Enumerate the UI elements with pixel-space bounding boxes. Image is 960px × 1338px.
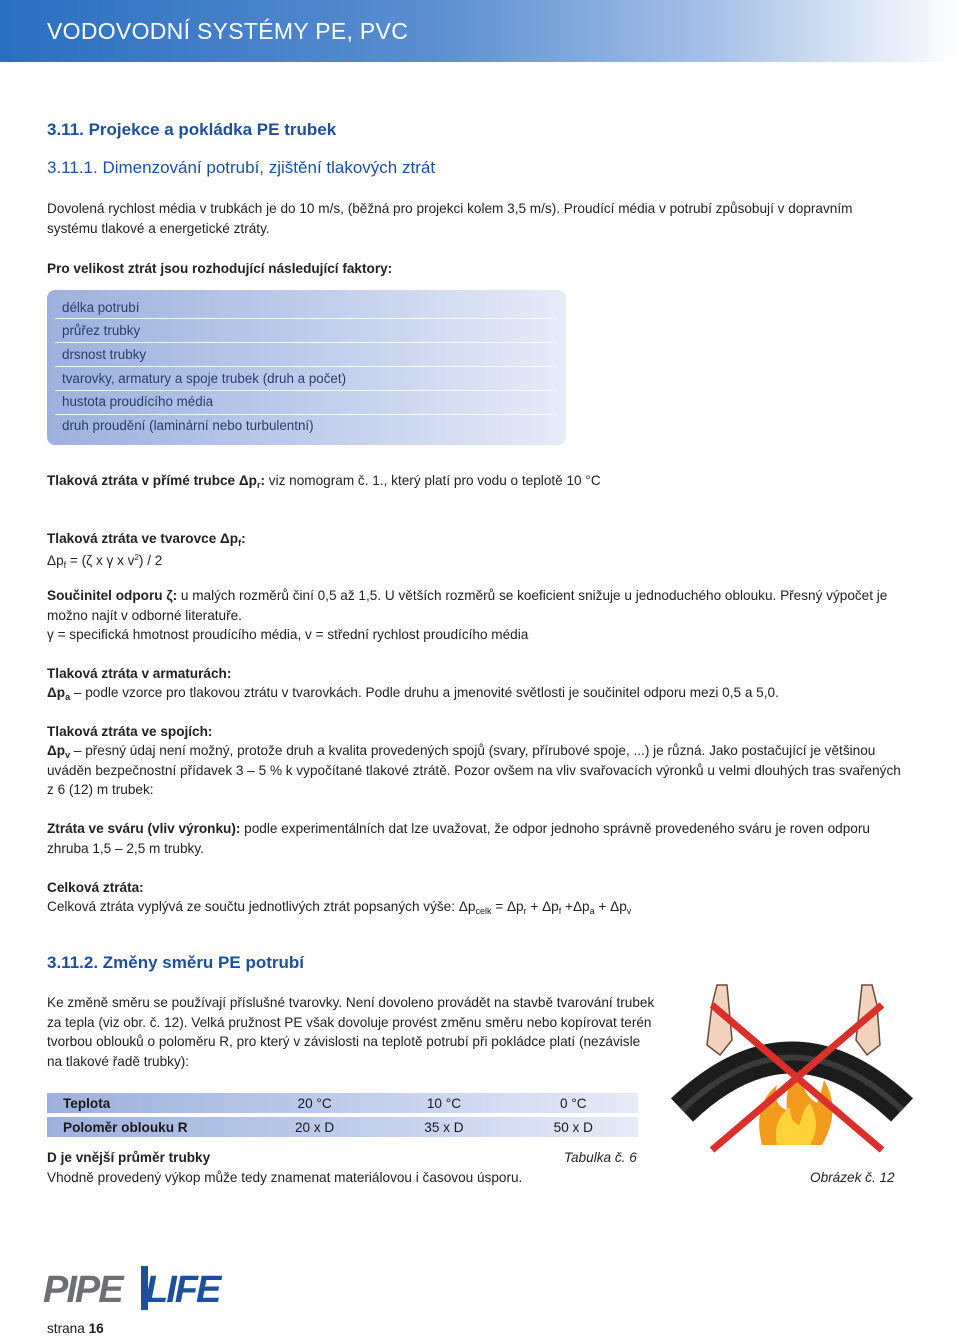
cell: 10 °C	[426, 1095, 462, 1111]
weld-label: Ztráta ve sváru (vliv výronku):	[47, 821, 241, 836]
page-number	[47, 1321, 104, 1336]
total-label: Celková ztráta:	[47, 880, 144, 895]
row-label: Poloměr oblouku R	[63, 1119, 188, 1135]
cell: 35 x D	[424, 1119, 464, 1135]
factors-panel	[47, 290, 566, 445]
divider	[55, 342, 558, 343]
straight-colon: :	[260, 473, 266, 488]
cell: 20 °C	[297, 1095, 332, 1111]
joints-line-3: z 6 (12) m trubek:	[47, 782, 154, 797]
joints-desc: – přesný údaj není možný, protože druh a kvalita provedených spojů (svary, přírubové spoje, ...) je různá. Jako postačující je většinou	[70, 743, 876, 758]
section-title: 3.11. Projekce a pokládka PE trubek	[47, 120, 337, 139]
sub-f: f	[558, 906, 562, 916]
straight-sub: r	[256, 480, 261, 490]
divider	[55, 318, 558, 319]
figure-caption: Obrázek č. 12	[810, 1170, 895, 1185]
table-row	[47, 1093, 638, 1113]
bends-line-3: tvorbou oblouků o poloměru R, pro který v závislosti na teplotě potrubí při pokládce platí (nezávisle	[47, 1034, 641, 1049]
straight-pipe-loss	[47, 471, 601, 495]
armatures-sym: Δp	[47, 685, 66, 700]
cell: 50 x D	[553, 1119, 593, 1135]
fitting-sub: f	[238, 538, 242, 548]
table-caption: Tabulka č. 6	[564, 1150, 637, 1165]
row-label: Teplota	[63, 1095, 111, 1111]
page-number-value: 16	[88, 1321, 104, 1336]
weld-line-1	[47, 819, 870, 839]
header-title: VODOVODNÍ SYSTÉMY PE, PVC	[47, 18, 409, 44]
formula-sub: f	[63, 560, 67, 570]
plus-2: +Δp	[561, 899, 590, 914]
page-label: strana	[47, 1321, 85, 1336]
resistance-line-3: γ = specifická hmotnost proudícího média, v = střední rychlost proudícího média	[47, 627, 529, 642]
formula-sup: 2	[134, 553, 139, 562]
divider	[55, 390, 558, 391]
resistance-line-2: možno najít v odborné literatuře.	[47, 608, 242, 623]
pipe-bending-illustration	[672, 985, 912, 1155]
resistance-line-1	[47, 586, 887, 606]
table-row	[47, 1117, 638, 1137]
sub-a: a	[589, 906, 595, 916]
divider	[55, 414, 558, 415]
fitting-formula	[47, 548, 162, 575]
plus-3: + Δp	[594, 899, 627, 914]
joints-label: Tlaková ztráta ve spojích:	[47, 724, 213, 739]
weld-text: podle experimentálních dat lze uvažovat, že odpor jednoho správně provedeného sváru je roven odporu	[240, 821, 870, 836]
total-text: Celková ztráta vyplývá ze součtu jednotlivých ztrát popsaných výše: Δp	[47, 899, 476, 914]
formula-c: ) / 2	[138, 553, 163, 568]
factors-heading: Pro velikost ztrát jsou rozhodující následující faktory:	[47, 261, 393, 276]
logo-text-pipe: PIPE	[43, 1269, 122, 1311]
cell: 0 °C	[560, 1095, 587, 1111]
resistance-label: Součinitel odporu ζ:	[47, 588, 178, 603]
straight-label: Tlaková ztráta v přímé trubce Δp	[47, 473, 257, 488]
joints-sub: v	[65, 750, 71, 760]
eq: = Δp	[491, 899, 524, 914]
factor-item: délka potrubí	[62, 300, 140, 315]
section-subtitle: 3.11.1. Dimenzování potrubí, zjištění tlakových ztrát	[47, 158, 436, 177]
formula-a: Δp	[47, 553, 64, 568]
straight-text: viz nomogram č. 1., který platí pro vodu o teplotě 10 °C	[265, 473, 601, 488]
intro-line-1: Dovolená rychlost média v trubkách je do 10 m/s, (běžná pro projekci kolem 3,5 m/s). Proudící média v potrubí způsobují v dopravním	[47, 201, 853, 216]
resistance-text: u malých rozměrů činí 0,5 až 1,5. U větších rozměrů se koeficient snižuje u jednoduchého oblouku. Přesný výpočet je	[177, 588, 888, 603]
factor-item: drsnost trubky	[62, 347, 147, 362]
bends-line-4: na tlakové řadě trubky):	[47, 1054, 190, 1069]
factor-item: tvarovky, armatury a spoje trubek (druh a počet)	[62, 371, 347, 386]
plus-1: + Δp	[526, 899, 559, 914]
total-formula	[47, 897, 631, 921]
weld-line-2: zhruba 1,5 – 2,5 m trubky.	[47, 841, 204, 856]
sub-celk: celk	[475, 906, 492, 916]
cell: 20 x D	[294, 1119, 335, 1135]
bends-line-1: Ke změně směru se používají příslušné tvarovky. Není dovoleno provádět na stavbě tvarování trubek	[47, 995, 655, 1010]
radius-table	[47, 1089, 638, 1141]
table-note: D je vnější průměr trubky	[47, 1150, 211, 1165]
pipelife-logo-mark	[41, 1262, 220, 1312]
armatures-desc: – podle vzorce pro tlakovou ztrátu v tvarovkách. Podle druhu a jmenovité světlosti je součinitel odporu mezi 0,5 a 5,0.	[70, 685, 779, 700]
sub-v: v	[626, 906, 632, 916]
bends-title: 3.11.2. Změny směru PE potrubí	[47, 953, 304, 972]
factor-item: průřez trubky	[62, 323, 141, 338]
divider	[55, 366, 558, 367]
sub-r: r	[523, 906, 527, 916]
page-header	[0, 0, 960, 62]
closing-text: Vhodně provedený výkop může tedy znamenat materiálovou i časovou úsporu.	[47, 1170, 523, 1185]
logo-text-life: LIFE	[145, 1269, 220, 1311]
joints-sym: Δp	[47, 743, 66, 758]
armatures-sub: a	[65, 692, 71, 702]
armatures-label: Tlaková ztráta v armaturách:	[47, 666, 232, 681]
factor-item: druh proudění (laminární nebo turbulentní)	[62, 418, 314, 433]
fitting-colon: :	[241, 531, 246, 546]
armatures-text	[47, 683, 779, 707]
fitting-label: Tlaková ztráta ve tvarovce Δp	[47, 531, 239, 546]
intro-line-2: systému tlakové a energetické ztráty.	[47, 221, 270, 236]
joints-line-2: uváděn bezpečnostní přídavek 3 – 5 % k vypočítané tlakové ztrátě. Pozor ovšem na vliv svařovacích výronků u velmi dlouhých tras svařených	[47, 763, 901, 778]
formula-b: = (ζ x γ x v	[66, 553, 135, 568]
pipelife-logo	[41, 1262, 220, 1317]
bends-line-2: za tepla (viz obr. č. 12). Velká pružnost PE však dovoluje provést změnu směru nebo kopírovat terén	[47, 1015, 652, 1030]
factor-item: hustota proudícího média	[62, 394, 214, 409]
